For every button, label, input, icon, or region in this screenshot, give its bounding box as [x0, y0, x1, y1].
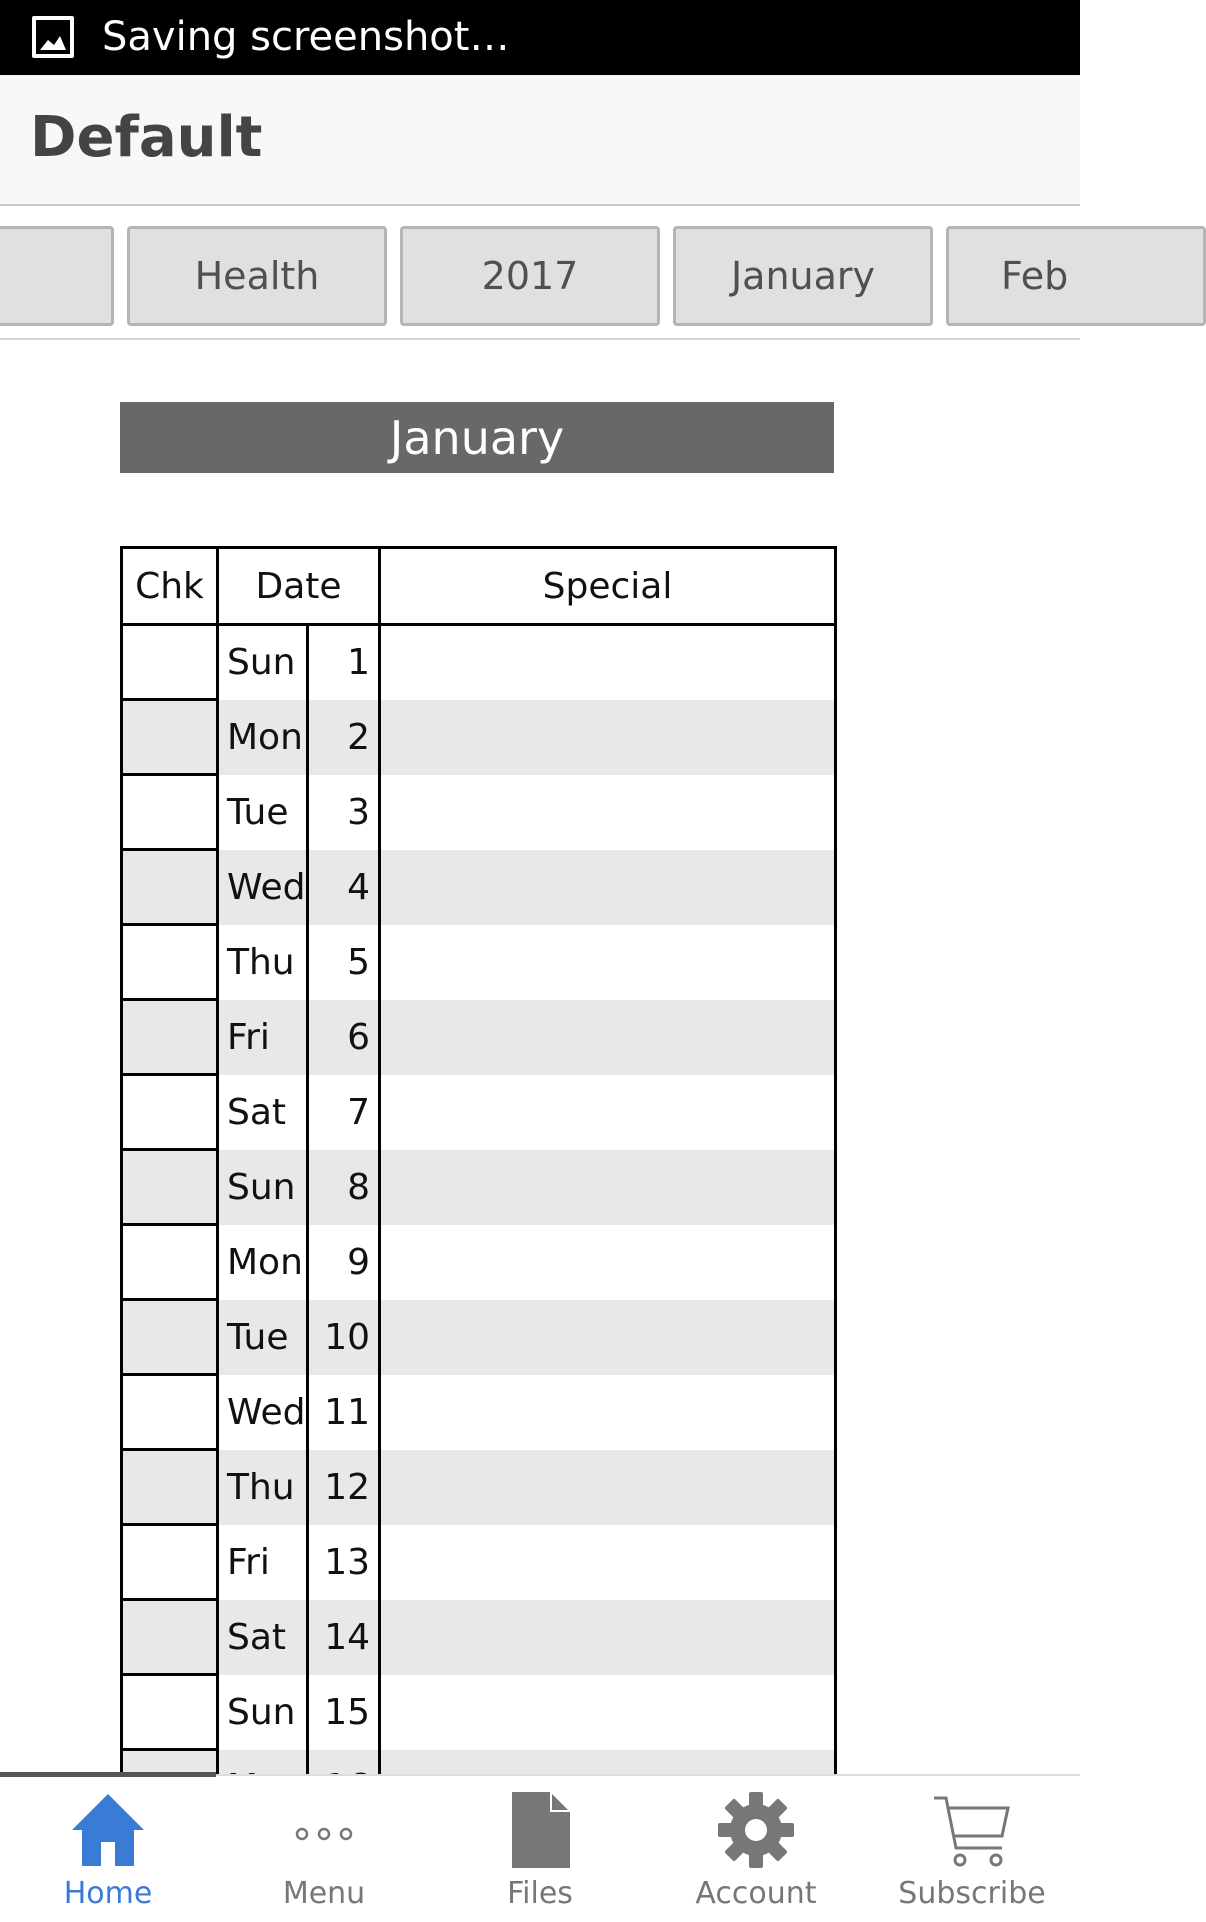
tab-feb[interactable] [946, 226, 1206, 326]
weekday-cell: Sat [218, 1075, 308, 1150]
tab-label: January [730, 254, 876, 298]
tabs-strip[interactable] [0, 206, 1080, 340]
check-cell[interactable] [122, 625, 218, 700]
nav-label-files: Files [507, 1876, 573, 1911]
more-dots-icon [284, 1790, 364, 1870]
special-cell[interactable] [380, 1525, 836, 1600]
nav-label-account: Account [695, 1876, 817, 1911]
nav-account[interactable] [648, 1776, 864, 1922]
table-header-row [122, 548, 836, 625]
weekday-cell: Wed [218, 1375, 308, 1450]
special-cell[interactable] [380, 1450, 836, 1525]
special-cell[interactable] [380, 850, 836, 925]
bottom-navigation [0, 1774, 1080, 1920]
table-row [122, 1000, 836, 1075]
check-cell[interactable] [122, 1450, 218, 1525]
table-row [122, 1375, 836, 1450]
image-icon [32, 16, 74, 58]
special-cell[interactable] [380, 1300, 836, 1375]
day-number-cell: 12 [308, 1450, 380, 1525]
weekday-cell: Sun [218, 625, 308, 700]
day-number-cell: 1 [308, 625, 380, 700]
table-row [122, 1150, 836, 1225]
table-row [122, 1300, 836, 1375]
page-title: Default [30, 105, 263, 170]
day-number-cell: 5 [308, 925, 380, 1000]
table-row [122, 1075, 836, 1150]
check-cell[interactable] [122, 1300, 218, 1375]
weekday-cell: Tue [218, 775, 308, 850]
table-row [122, 1225, 836, 1300]
tabs-scroll-area[interactable] [16, 220, 1069, 326]
special-cell[interactable] [380, 625, 836, 700]
day-number-cell: 7 [308, 1075, 380, 1150]
special-cell[interactable] [380, 1375, 836, 1450]
weekday-cell: Sun [218, 1150, 308, 1225]
column-header-special: Special [380, 548, 836, 625]
nav-label-subscribe: Subscribe [898, 1876, 1046, 1911]
weekday-cell: Mon [218, 700, 308, 775]
special-cell[interactable] [380, 1150, 836, 1225]
status-bar [0, 0, 1080, 75]
table-row [122, 1450, 836, 1525]
check-cell[interactable] [122, 850, 218, 925]
day-number-cell: 8 [308, 1150, 380, 1225]
table-row [122, 1600, 836, 1675]
weekday-cell: Wed [218, 850, 308, 925]
weekday-cell: Thu [218, 1450, 308, 1525]
day-number-cell: 3 [308, 775, 380, 850]
tab-2017[interactable] [400, 226, 660, 326]
day-number-cell: 4 [308, 850, 380, 925]
check-cell[interactable] [122, 1600, 218, 1675]
tab-health[interactable] [127, 226, 387, 326]
month-banner: January [120, 402, 834, 473]
home-icon [68, 1790, 148, 1870]
gear-icon [716, 1790, 796, 1870]
table-row [122, 1675, 836, 1750]
weekday-cell: Sat [218, 1600, 308, 1675]
calendar-table-container[interactable] [120, 546, 837, 1774]
column-header-date: Date [218, 548, 380, 625]
weekday-cell: Thu [218, 925, 308, 1000]
status-text: Saving screenshot… [102, 14, 510, 60]
check-cell[interactable] [122, 775, 218, 850]
tab-partial-left[interactable] [0, 226, 114, 326]
special-cell[interactable] [380, 1225, 836, 1300]
check-cell[interactable] [122, 1525, 218, 1600]
nav-home[interactable] [0, 1776, 216, 1922]
tab-label: Feb [1001, 254, 1069, 298]
special-cell[interactable] [380, 1675, 836, 1750]
calendar-table [120, 546, 837, 1826]
table-row [122, 1525, 836, 1600]
tab-january[interactable] [673, 226, 933, 326]
nav-subscribe[interactable] [864, 1776, 1080, 1922]
table-row [122, 775, 836, 850]
special-cell[interactable] [380, 1075, 836, 1150]
day-number-cell: 2 [308, 700, 380, 775]
app-header [0, 75, 1080, 206]
special-cell[interactable] [380, 925, 836, 1000]
day-number-cell: 13 [308, 1525, 380, 1600]
day-number-cell: 15 [308, 1675, 380, 1750]
table-row [122, 625, 836, 700]
weekday-cell: Fri [218, 1525, 308, 1600]
day-number-cell: 6 [308, 1000, 380, 1075]
tab-label: 2017 [481, 254, 579, 298]
weekday-cell: Tue [218, 1300, 308, 1375]
check-cell[interactable] [122, 1225, 218, 1300]
special-cell[interactable] [380, 1000, 836, 1075]
column-header-chk: Chk [122, 548, 218, 625]
check-cell[interactable] [122, 1150, 218, 1225]
tab-label: Health [194, 254, 320, 298]
special-cell[interactable] [380, 1600, 836, 1675]
check-cell[interactable] [122, 925, 218, 1000]
file-icon [500, 1790, 580, 1870]
check-cell[interactable] [122, 1675, 218, 1750]
nav-files[interactable] [432, 1776, 648, 1922]
check-cell[interactable] [122, 700, 218, 775]
check-cell[interactable] [122, 1375, 218, 1450]
day-number-cell: 9 [308, 1225, 380, 1300]
weekday-cell: Fri [218, 1000, 308, 1075]
check-cell[interactable] [122, 1000, 218, 1075]
weekday-cell: Mon [218, 1225, 308, 1300]
nav-label-menu: Menu [282, 1876, 366, 1911]
day-number-cell: 10 [308, 1300, 380, 1375]
check-cell[interactable] [122, 1075, 218, 1150]
weekday-cell: Sun [218, 1675, 308, 1750]
cart-icon [932, 1790, 1012, 1870]
table-row [122, 925, 836, 1000]
table-row [122, 850, 836, 925]
special-cell[interactable] [380, 775, 836, 850]
nav-label-home: Home [63, 1876, 153, 1911]
day-number-cell: 14 [308, 1600, 380, 1675]
nav-menu[interactable] [216, 1776, 432, 1922]
special-cell[interactable] [380, 700, 836, 775]
table-row [122, 700, 836, 775]
day-number-cell: 11 [308, 1375, 380, 1450]
